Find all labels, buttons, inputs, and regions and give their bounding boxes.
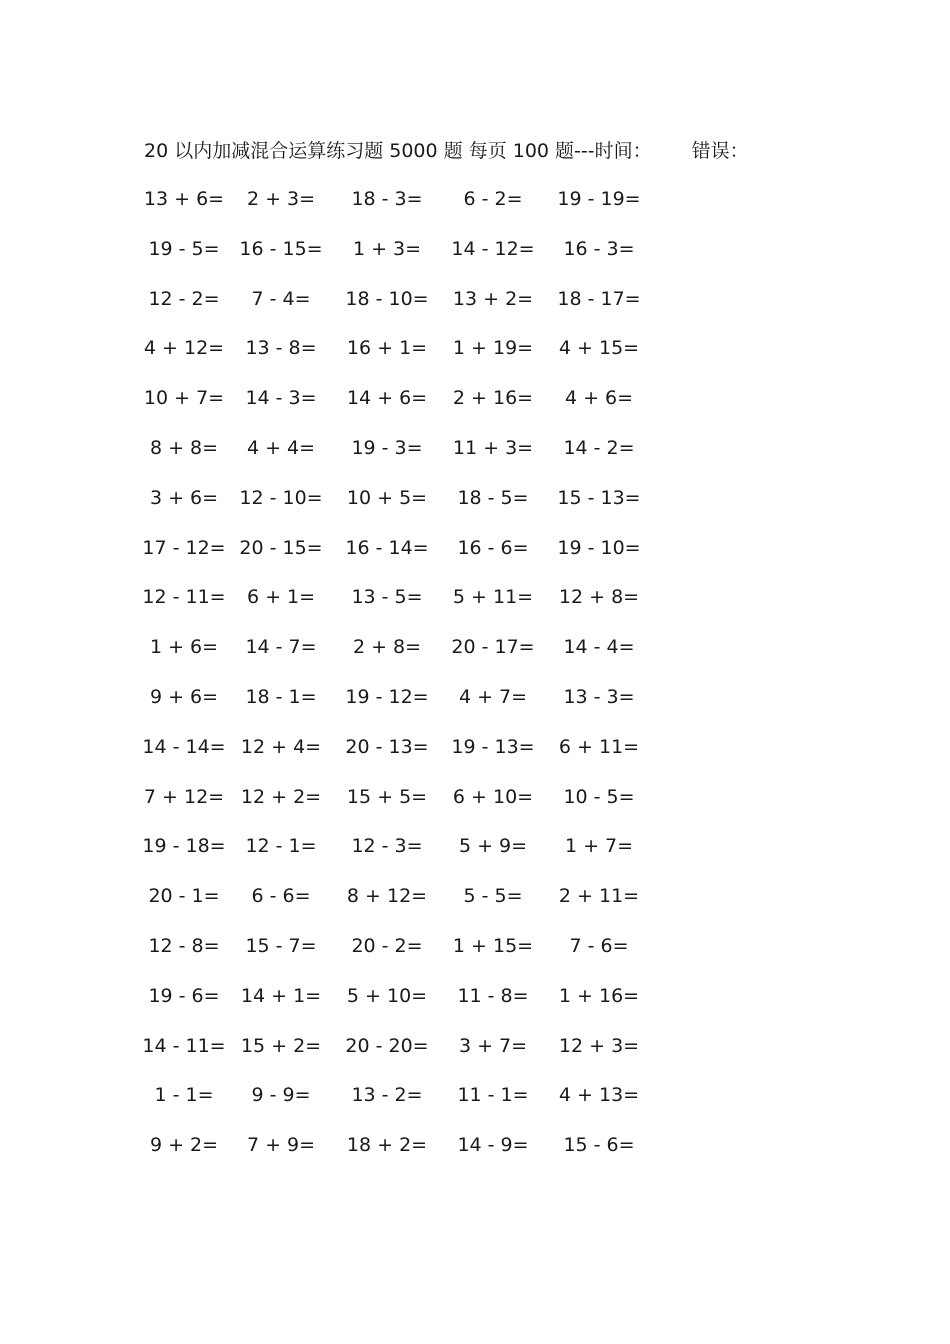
problem-row [140,333,700,383]
problem-item: 18 - 17= [557,287,641,310]
problem-item: 14 - 2= [563,436,635,459]
problem-item: 15 + 2= [240,1034,322,1057]
problem-item: 17 - 12= [142,536,226,559]
problem-row [140,1080,700,1130]
problem-item: 7 - 6= [569,934,629,957]
problem-item: 4 + 7= [458,685,528,708]
worksheet-title: 20 以内加减混合运算练习题 5000 题 每页 100 题---时间： [144,140,652,162]
problem-item: 14 - 9= [457,1134,529,1157]
problem-item: 7 + 9= [246,1134,316,1157]
problem-item: 12 + 8= [558,586,640,609]
problem-item: 15 + 5= [346,785,428,808]
problem-item: 6 + 1= [246,586,316,609]
problem-item: 12 - 10= [239,486,323,509]
problem-item: 16 - 6= [457,536,529,559]
problem-item: 9 + 2= [149,1134,219,1157]
problem-row [140,184,700,234]
problem-item: 6 + 10= [452,785,534,808]
problem-item: 12 - 8= [148,934,220,957]
problem-row [140,782,700,832]
problem-item: 13 + 2= [452,287,534,310]
problem-item: 7 + 12= [143,785,225,808]
problem-item: 5 + 11= [452,586,534,609]
worksheet-header [144,136,749,166]
problem-item: 12 - 1= [245,835,317,858]
problem-item: 4 + 13= [558,1084,640,1107]
problem-item: 14 - 4= [563,636,635,659]
problem-item: 14 + 6= [346,387,428,410]
problem-item: 13 - 2= [351,1084,423,1107]
problem-item: 19 - 3= [351,436,423,459]
errors-label: 错误： [691,140,749,162]
problem-item: 16 + 1= [346,337,428,360]
problem-row [140,831,700,881]
problem-item: 13 + 6= [143,188,225,210]
problem-item: 11 - 1= [457,1084,529,1107]
problem-item: 11 + 3= [452,436,534,459]
problem-item: 20 - 13= [345,735,429,758]
problem-item: 13 - 8= [245,337,317,360]
problem-item: 12 - 3= [351,835,423,858]
problem-row [140,732,700,782]
problem-item: 12 + 2= [240,785,322,808]
problem-item: 11 - 8= [457,984,529,1007]
problem-item: 4 + 12= [143,337,225,360]
problem-item: 10 + 7= [143,387,225,410]
problem-item: 1 + 3= [352,237,422,260]
problem-item: 18 + 2= [346,1134,428,1157]
problem-item: 18 - 10= [345,287,429,310]
problem-row [140,1130,700,1180]
problem-item: 4 + 15= [558,337,640,360]
problem-row [140,931,700,981]
problem-row [140,582,700,632]
problem-item: 12 + 3= [558,1034,640,1057]
problem-item: 1 + 19= [452,337,534,360]
problem-item: 1 - 1= [154,1084,214,1107]
problem-item: 4 + 4= [246,436,316,459]
problem-item: 5 - 5= [463,885,523,908]
problem-item: 12 - 11= [142,586,226,609]
problem-item: 16 - 14= [345,536,429,559]
problem-item: 19 - 5= [148,237,220,260]
problem-row [140,632,700,682]
problem-item: 15 - 13= [557,486,641,509]
problem-row [140,234,700,284]
problem-item: 12 - 2= [148,287,220,310]
problem-item: 2 + 8= [352,636,422,659]
problem-item: 1 + 15= [452,934,534,957]
problem-item: 15 - 6= [563,1134,635,1157]
problem-item: 19 - 12= [345,685,429,708]
problem-item: 9 - 9= [251,1084,311,1107]
problem-item: 20 - 15= [239,536,323,559]
problem-item: 20 - 2= [351,934,423,957]
problem-item: 8 + 12= [346,885,428,908]
problem-row [140,533,700,583]
problem-item: 1 + 6= [149,636,219,659]
problem-item: 1 + 16= [558,984,640,1007]
problem-item: 14 - 14= [142,735,226,758]
problem-item: 19 - 18= [142,835,226,858]
problem-item: 1 + 7= [564,835,634,858]
problem-item: 20 - 20= [345,1034,429,1057]
problem-item: 8 + 8= [149,436,219,459]
problem-item: 19 - 6= [148,984,220,1007]
problem-row [140,433,700,483]
problem-item: 10 + 5= [346,486,428,509]
problem-item: 6 + 11= [558,735,640,758]
problem-item: 5 + 9= [458,835,528,858]
problem-item: 20 - 17= [451,636,535,659]
problem-item: 14 - 11= [142,1034,226,1057]
problem-item: 7 - 4= [251,287,311,310]
problem-item: 6 - 6= [251,885,311,908]
problem-item: 9 + 6= [149,685,219,708]
problem-row [140,383,700,433]
problem-item: 6 - 2= [463,188,523,210]
problem-item: 2 + 3= [246,188,316,210]
problem-item: 20 - 1= [148,885,220,908]
problem-item: 4 + 6= [564,387,634,410]
problem-item: 18 - 5= [457,486,529,509]
problem-item: 16 - 15= [239,237,323,260]
problem-item: 19 - 13= [451,735,535,758]
problem-item: 15 - 7= [245,934,317,957]
problem-item: 3 + 7= [458,1034,528,1057]
problem-item: 3 + 6= [149,486,219,509]
problem-item: 19 - 10= [557,536,641,559]
problem-item: 14 + 1= [240,984,322,1007]
problem-item: 5 + 10= [346,984,428,1007]
problem-item: 18 - 3= [351,188,423,210]
problem-item: 12 + 4= [240,735,322,758]
problem-row [140,881,700,931]
problem-row [140,981,700,1031]
problem-item: 2 + 16= [452,387,534,410]
problem-row [140,284,700,334]
problem-item: 13 - 3= [563,685,635,708]
problem-row [140,483,700,533]
problem-item: 19 - 19= [557,188,641,210]
problem-grid [140,184,700,1180]
problem-item: 16 - 3= [563,237,635,260]
problem-item: 13 - 5= [351,586,423,609]
problem-item: 2 + 11= [558,885,640,908]
problem-row [140,1031,700,1081]
problem-item: 14 - 7= [245,636,317,659]
problem-item: 14 - 3= [245,387,317,410]
problem-item: 10 - 5= [563,785,635,808]
problem-item: 14 - 12= [451,237,535,260]
problem-row [140,682,700,732]
problem-item: 18 - 1= [245,685,317,708]
